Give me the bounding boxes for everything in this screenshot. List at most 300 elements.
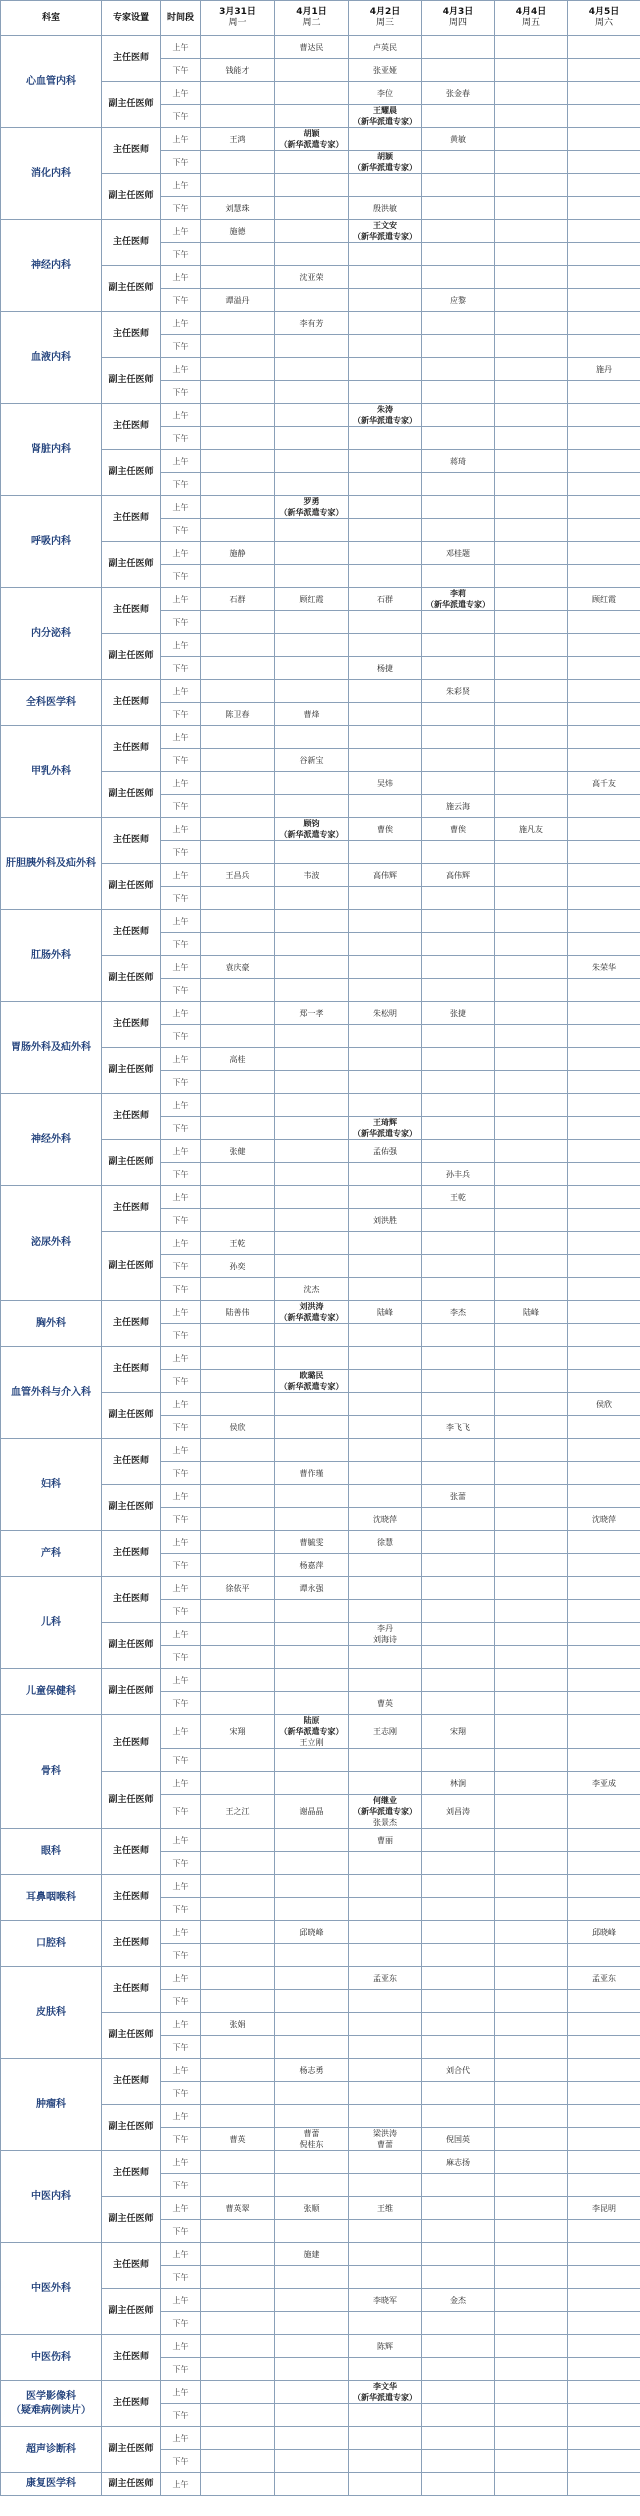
doctor-cell bbox=[568, 2381, 640, 2404]
doctor-cell bbox=[349, 2289, 422, 2312]
doctor-cell bbox=[201, 1462, 275, 1485]
day-date: 4月1日 bbox=[296, 7, 327, 17]
time-slot: 上午 bbox=[161, 2013, 201, 2036]
expert-level: 主任医师 bbox=[102, 1967, 161, 2013]
doctor-cell bbox=[422, 1186, 495, 1209]
doctor-cell bbox=[349, 1646, 422, 1669]
doctor-cell bbox=[201, 1772, 275, 1795]
doctor-cell bbox=[422, 105, 495, 128]
doctor-cell bbox=[349, 1990, 422, 2013]
doctor-cell bbox=[201, 519, 275, 542]
doctor-cell bbox=[568, 1508, 640, 1531]
doctor-cell bbox=[422, 2289, 495, 2312]
doctor-cell bbox=[349, 1347, 422, 1370]
doctor-cell bbox=[349, 1600, 422, 1623]
doctor-cell bbox=[422, 795, 495, 818]
doctor-cell bbox=[201, 841, 275, 864]
doctor-cell bbox=[495, 1508, 568, 1531]
expert-level: 主任医师 bbox=[102, 1577, 161, 1623]
time-slot: 上午 bbox=[161, 1094, 201, 1117]
doctor-cell bbox=[275, 2312, 349, 2335]
doctor-cell bbox=[349, 910, 422, 933]
department-name bbox=[1, 680, 102, 726]
expert-level: 副主任医师 bbox=[102, 266, 161, 312]
time-slot: 下午 bbox=[161, 2404, 201, 2427]
doctor-cell bbox=[495, 2059, 568, 2082]
doctor-cell bbox=[495, 1025, 568, 1048]
doctor-name: （新华派遣专家） bbox=[353, 163, 417, 172]
doctor-cell bbox=[422, 2082, 495, 2105]
time-slot: 下午 bbox=[161, 887, 201, 910]
doctor-name: 张捷 bbox=[450, 1008, 466, 1018]
doctor-cell bbox=[422, 335, 495, 358]
doctor-cell bbox=[275, 1485, 349, 1508]
doctor-name: （新华派遣专家） bbox=[279, 1313, 344, 1322]
doctor-name: 孟亚东 bbox=[373, 1973, 397, 1983]
doctor-cell bbox=[568, 634, 640, 657]
time-slot: 上午 bbox=[161, 128, 201, 151]
doctor-cell bbox=[495, 818, 568, 841]
doctor-cell bbox=[422, 1772, 495, 1795]
department-name-line: 神经内科 bbox=[31, 259, 71, 271]
doctor-cell bbox=[275, 1002, 349, 1025]
doctor-cell bbox=[422, 910, 495, 933]
doctor-cell bbox=[275, 1715, 349, 1749]
doctor-name: 宋翔 bbox=[450, 1727, 466, 1736]
doctor-cell bbox=[201, 1209, 275, 1232]
doctor-cell bbox=[568, 1485, 640, 1508]
doctor-cell bbox=[568, 266, 640, 289]
doctor-name: （新华派遣专家） bbox=[353, 1129, 417, 1138]
doctor-cell bbox=[275, 2197, 349, 2220]
doctor-name: 曹毓雯 bbox=[299, 1537, 324, 1547]
department-name bbox=[1, 1301, 102, 1347]
day-date: 4月3日 bbox=[442, 7, 474, 17]
doctor-cell bbox=[495, 1531, 568, 1554]
department-name bbox=[1, 1531, 102, 1577]
doctor-cell bbox=[495, 864, 568, 887]
schedule-row bbox=[1, 1002, 640, 1025]
doctor-name: 王昌兵 bbox=[225, 870, 250, 880]
doctor-cell bbox=[349, 1393, 422, 1416]
doctor-cell bbox=[568, 2427, 640, 2450]
doctor-name: 徐依平 bbox=[225, 1583, 250, 1593]
doctor-cell bbox=[495, 404, 568, 427]
doctor-cell bbox=[495, 2151, 568, 2174]
schedule-row bbox=[1, 1186, 640, 1209]
doctor-cell bbox=[568, 2335, 640, 2358]
doctor-cell bbox=[275, 59, 349, 82]
department-name-line: 血液内科 bbox=[31, 351, 71, 363]
doctor-name: 石群 bbox=[377, 594, 393, 604]
doctor-cell bbox=[201, 82, 275, 105]
doctor-cell bbox=[568, 243, 640, 266]
doctor-name: 王文安 bbox=[373, 221, 397, 230]
doctor-cell bbox=[201, 2358, 275, 2381]
doctor-name: 王乾 bbox=[229, 1238, 246, 1248]
doctor-cell bbox=[568, 979, 640, 1002]
time-slot: 下午 bbox=[161, 2312, 201, 2335]
doctor-cell bbox=[495, 887, 568, 910]
header-day bbox=[201, 1, 275, 36]
doctor-cell bbox=[201, 726, 275, 749]
doctor-cell bbox=[349, 82, 422, 105]
doctor-cell bbox=[275, 634, 349, 657]
doctor-name: 施丹 bbox=[596, 364, 612, 374]
doctor-cell bbox=[568, 1669, 640, 1692]
doctor-cell bbox=[495, 496, 568, 519]
doctor-name: 邱晓峰 bbox=[299, 1927, 324, 1937]
doctor-cell bbox=[201, 2174, 275, 2197]
doctor-cell bbox=[495, 772, 568, 795]
expert-level: 主任医师 bbox=[102, 726, 161, 772]
doctor-name: 王乾 bbox=[450, 1192, 466, 1202]
doctor-cell bbox=[201, 1852, 275, 1875]
doctor-cell bbox=[275, 1646, 349, 1669]
doctor-cell bbox=[349, 2335, 422, 2358]
doctor-cell bbox=[275, 841, 349, 864]
doctor-cell bbox=[422, 1048, 495, 1071]
doctor-cell bbox=[495, 933, 568, 956]
department-name-line: 肛肠外科 bbox=[31, 949, 71, 961]
doctor-cell bbox=[201, 220, 275, 243]
doctor-cell bbox=[201, 2266, 275, 2289]
doctor-cell bbox=[201, 2197, 275, 2220]
doctor-cell bbox=[201, 1898, 275, 1921]
doctor-cell bbox=[568, 1554, 640, 1577]
doctor-cell bbox=[275, 887, 349, 910]
doctor-cell bbox=[422, 818, 495, 841]
time-slot: 上午 bbox=[161, 864, 201, 887]
time-slot: 上午 bbox=[161, 450, 201, 473]
expert-level: 副主任医师 bbox=[102, 2105, 161, 2151]
doctor-name: 孙奕 bbox=[229, 1261, 246, 1271]
doctor-cell bbox=[495, 2358, 568, 2381]
time-slot: 下午 bbox=[161, 1852, 201, 1875]
doctor-cell bbox=[275, 818, 349, 841]
time-slot: 下午 bbox=[161, 2174, 201, 2197]
doctor-cell bbox=[275, 2174, 349, 2197]
doctor-cell bbox=[349, 933, 422, 956]
doctor-name: 张金春 bbox=[446, 88, 470, 98]
doctor-cell bbox=[349, 1370, 422, 1393]
doctor-cell bbox=[349, 1852, 422, 1875]
doctor-cell bbox=[495, 1370, 568, 1393]
doctor-cell bbox=[422, 2358, 495, 2381]
doctor-cell bbox=[422, 358, 495, 381]
doctor-name: （新华派遣专家） bbox=[353, 232, 417, 241]
doctor-cell bbox=[568, 1255, 640, 1278]
doctor-cell bbox=[349, 128, 422, 151]
time-slot: 下午 bbox=[161, 427, 201, 450]
expert-level: 副主任医师 bbox=[102, 1232, 161, 1301]
doctor-cell bbox=[568, 2059, 640, 2082]
doctor-cell bbox=[495, 749, 568, 772]
doctor-cell bbox=[495, 542, 568, 565]
doctor-cell bbox=[201, 174, 275, 197]
doctor-name: 施德 bbox=[229, 226, 246, 236]
doctor-cell bbox=[201, 266, 275, 289]
doctor-cell bbox=[495, 1347, 568, 1370]
doctor-cell bbox=[568, 841, 640, 864]
department-name-line: 超声诊断科 bbox=[26, 2443, 76, 2455]
doctor-cell bbox=[568, 36, 640, 59]
time-slot: 上午 bbox=[161, 312, 201, 335]
department-name-line: 中医伤科 bbox=[31, 2351, 71, 2363]
doctor-cell bbox=[568, 910, 640, 933]
doctor-cell bbox=[201, 979, 275, 1002]
day-date: 4月4日 bbox=[515, 7, 547, 17]
doctor-cell bbox=[275, 1370, 349, 1393]
doctor-cell bbox=[422, 1232, 495, 1255]
doctor-cell bbox=[568, 335, 640, 358]
doctor-name: 谭永强 bbox=[299, 1583, 324, 1593]
doctor-name: 李文华 bbox=[373, 2382, 397, 2391]
doctor-cell bbox=[568, 2013, 640, 2036]
doctor-cell bbox=[422, 473, 495, 496]
doctor-cell bbox=[495, 1163, 568, 1186]
time-slot: 下午 bbox=[161, 1324, 201, 1347]
time-slot: 下午 bbox=[161, 657, 201, 680]
time-slot: 上午 bbox=[161, 1577, 201, 1600]
doctor-name: 李亚成 bbox=[592, 1778, 616, 1788]
time-slot: 上午 bbox=[161, 1232, 201, 1255]
time-slot: 下午 bbox=[161, 841, 201, 864]
doctor-cell bbox=[568, 2105, 640, 2128]
doctor-cell bbox=[422, 1439, 495, 1462]
doctor-cell bbox=[275, 1772, 349, 1795]
doctor-cell bbox=[568, 358, 640, 381]
time-slot: 上午 bbox=[161, 2427, 201, 2450]
doctor-cell bbox=[495, 1117, 568, 1140]
doctor-cell bbox=[422, 2473, 495, 2496]
doctor-name: 沈亚荣 bbox=[299, 272, 324, 282]
department-name-line: 儿科 bbox=[41, 1616, 61, 1628]
doctor-cell bbox=[495, 128, 568, 151]
time-slot: 下午 bbox=[161, 1795, 201, 1829]
doctor-name: 杨嘉萍 bbox=[299, 1560, 324, 1570]
doctor-cell bbox=[422, 1301, 495, 1324]
doctor-cell bbox=[349, 1692, 422, 1715]
doctor-cell bbox=[568, 2358, 640, 2381]
doctor-cell bbox=[422, 2174, 495, 2197]
department-name-line: 中医外科 bbox=[31, 2282, 71, 2294]
doctor-cell bbox=[201, 2013, 275, 2036]
doctor-cell bbox=[275, 772, 349, 795]
doctor-cell bbox=[275, 1393, 349, 1416]
doctor-name: 施云海 bbox=[446, 801, 470, 811]
doctor-cell bbox=[568, 289, 640, 312]
time-slot: 上午 bbox=[161, 588, 201, 611]
expert-level: 副主任医师 bbox=[102, 174, 161, 220]
doctor-cell bbox=[275, 519, 349, 542]
doctor-name: 韦波 bbox=[303, 870, 320, 880]
doctor-name: 胡颖 bbox=[377, 152, 393, 161]
doctor-name: 曹英 bbox=[377, 1698, 393, 1708]
doctor-cell bbox=[495, 1301, 568, 1324]
doctor-cell bbox=[422, 1324, 495, 1347]
doctor-cell bbox=[349, 1209, 422, 1232]
doctor-cell bbox=[422, 979, 495, 1002]
doctor-name: 张健 bbox=[229, 1146, 246, 1156]
time-slot: 上午 bbox=[161, 1875, 201, 1898]
time-slot: 上午 bbox=[161, 2335, 201, 2358]
doctor-cell bbox=[349, 1921, 422, 1944]
doctor-cell bbox=[495, 1232, 568, 1255]
doctor-cell bbox=[275, 1990, 349, 2013]
doctor-cell bbox=[275, 588, 349, 611]
doctor-cell bbox=[201, 2220, 275, 2243]
time-slot: 上午 bbox=[161, 1772, 201, 1795]
doctor-cell bbox=[275, 1416, 349, 1439]
doctor-cell bbox=[568, 519, 640, 542]
doctor-cell bbox=[495, 1692, 568, 1715]
doctor-cell bbox=[422, 1140, 495, 1163]
time-slot: 下午 bbox=[161, 565, 201, 588]
expert-level: 副主任医师 bbox=[102, 956, 161, 1002]
doctor-cell bbox=[422, 1209, 495, 1232]
doctor-name: 蒋琦 bbox=[450, 456, 466, 466]
doctor-cell bbox=[495, 2105, 568, 2128]
doctor-cell bbox=[422, 1117, 495, 1140]
doctor-cell bbox=[495, 2197, 568, 2220]
time-slot: 下午 bbox=[161, 1462, 201, 1485]
doctor-cell bbox=[201, 1577, 275, 1600]
doctor-cell bbox=[568, 1301, 640, 1324]
department-name-line: 神经外科 bbox=[31, 1133, 71, 1145]
schedule-row bbox=[1, 2381, 640, 2404]
doctor-name: 曹英 bbox=[229, 2134, 246, 2144]
doctor-cell bbox=[422, 1921, 495, 1944]
doctor-cell bbox=[568, 82, 640, 105]
doctor-cell bbox=[201, 1439, 275, 1462]
time-slot: 下午 bbox=[161, 2036, 201, 2059]
doctor-cell bbox=[568, 864, 640, 887]
doctor-cell bbox=[201, 956, 275, 979]
doctor-cell bbox=[349, 1278, 422, 1301]
department-name bbox=[1, 1439, 102, 1531]
doctor-cell bbox=[568, 1875, 640, 1898]
header-day bbox=[422, 1, 495, 36]
time-slot: 下午 bbox=[161, 2450, 201, 2473]
doctor-name: 刘慧珠 bbox=[225, 203, 250, 213]
doctor-cell bbox=[275, 1692, 349, 1715]
doctor-cell bbox=[422, 703, 495, 726]
doctor-cell bbox=[422, 1370, 495, 1393]
schedule-row bbox=[1, 2243, 640, 2266]
department-name bbox=[1, 726, 102, 818]
time-slot: 下午 bbox=[161, 335, 201, 358]
doctor-cell bbox=[422, 2036, 495, 2059]
doctor-cell bbox=[495, 1944, 568, 1967]
doctor-cell bbox=[275, 2151, 349, 2174]
doctor-cell bbox=[349, 1186, 422, 1209]
doctor-cell bbox=[275, 243, 349, 266]
doctor-cell bbox=[495, 1646, 568, 1669]
doctor-cell bbox=[495, 1439, 568, 1462]
department-name bbox=[1, 1577, 102, 1669]
doctor-cell bbox=[349, 2036, 422, 2059]
doctor-cell bbox=[568, 1646, 640, 1669]
doctor-cell bbox=[201, 2105, 275, 2128]
doctor-name: 倪桂东 bbox=[299, 2140, 324, 2149]
doctor-name: 曹俟 bbox=[450, 824, 466, 834]
doctor-cell bbox=[495, 1772, 568, 1795]
doctor-cell bbox=[495, 1094, 568, 1117]
doctor-name: 张蕾 bbox=[450, 1491, 466, 1501]
doctor-cell bbox=[568, 197, 640, 220]
doctor-cell bbox=[422, 2128, 495, 2151]
doctor-name: 高桂 bbox=[229, 1054, 246, 1064]
doctor-name: 高伟辉 bbox=[446, 870, 470, 880]
doctor-cell bbox=[568, 496, 640, 519]
doctor-cell bbox=[495, 243, 568, 266]
doctor-cell bbox=[349, 2220, 422, 2243]
day-date: 4月2日 bbox=[369, 7, 401, 17]
doctor-cell bbox=[349, 1048, 422, 1071]
doctor-cell bbox=[201, 381, 275, 404]
doctor-name: 朱涛 bbox=[377, 405, 393, 414]
doctor-cell bbox=[349, 864, 422, 887]
time-slot: 下午 bbox=[161, 2220, 201, 2243]
doctor-cell bbox=[349, 427, 422, 450]
time-slot: 上午 bbox=[161, 1393, 201, 1416]
doctor-cell bbox=[349, 2358, 422, 2381]
doctor-name: 王鸿 bbox=[229, 134, 246, 144]
day-date: 3月31日 bbox=[219, 7, 256, 17]
time-slot: 下午 bbox=[161, 1600, 201, 1623]
expert-level: 主任医师 bbox=[102, 496, 161, 542]
time-slot: 下午 bbox=[161, 749, 201, 772]
doctor-cell bbox=[201, 634, 275, 657]
header-day bbox=[568, 1, 640, 36]
doctor-cell bbox=[275, 1829, 349, 1852]
doctor-cell bbox=[201, 657, 275, 680]
doctor-cell bbox=[495, 634, 568, 657]
doctor-name: （新华派遣专家） bbox=[353, 1807, 417, 1816]
doctor-cell bbox=[349, 1002, 422, 1025]
expert-level: 副主任医师 bbox=[102, 2013, 161, 2059]
doctor-cell bbox=[568, 542, 640, 565]
doctor-cell bbox=[275, 1439, 349, 1462]
doctor-cell bbox=[275, 2427, 349, 2450]
doctor-cell bbox=[275, 151, 349, 174]
doctor-cell bbox=[568, 726, 640, 749]
time-slot: 下午 bbox=[161, 1898, 201, 1921]
doctor-cell bbox=[349, 2174, 422, 2197]
doctor-cell bbox=[495, 335, 568, 358]
doctor-cell bbox=[275, 2404, 349, 2427]
doctor-cell bbox=[201, 565, 275, 588]
doctor-cell bbox=[568, 1416, 640, 1439]
doctor-cell bbox=[422, 864, 495, 887]
doctor-cell bbox=[275, 749, 349, 772]
doctor-cell bbox=[349, 1829, 422, 1852]
doctor-cell bbox=[422, 1829, 495, 1852]
doctor-cell bbox=[495, 1829, 568, 1852]
doctor-cell bbox=[275, 1669, 349, 1692]
doctor-cell bbox=[275, 2013, 349, 2036]
department-name bbox=[1, 2381, 102, 2427]
department-name-line: 妇科 bbox=[41, 1478, 61, 1490]
doctor-cell bbox=[201, 1749, 275, 1772]
doctor-cell bbox=[201, 1646, 275, 1669]
doctor-cell bbox=[422, 1944, 495, 1967]
doctor-cell bbox=[422, 1715, 495, 1749]
doctor-cell bbox=[568, 1921, 640, 1944]
doctor-name: 李莉 bbox=[450, 589, 466, 598]
time-slot: 上午 bbox=[161, 220, 201, 243]
